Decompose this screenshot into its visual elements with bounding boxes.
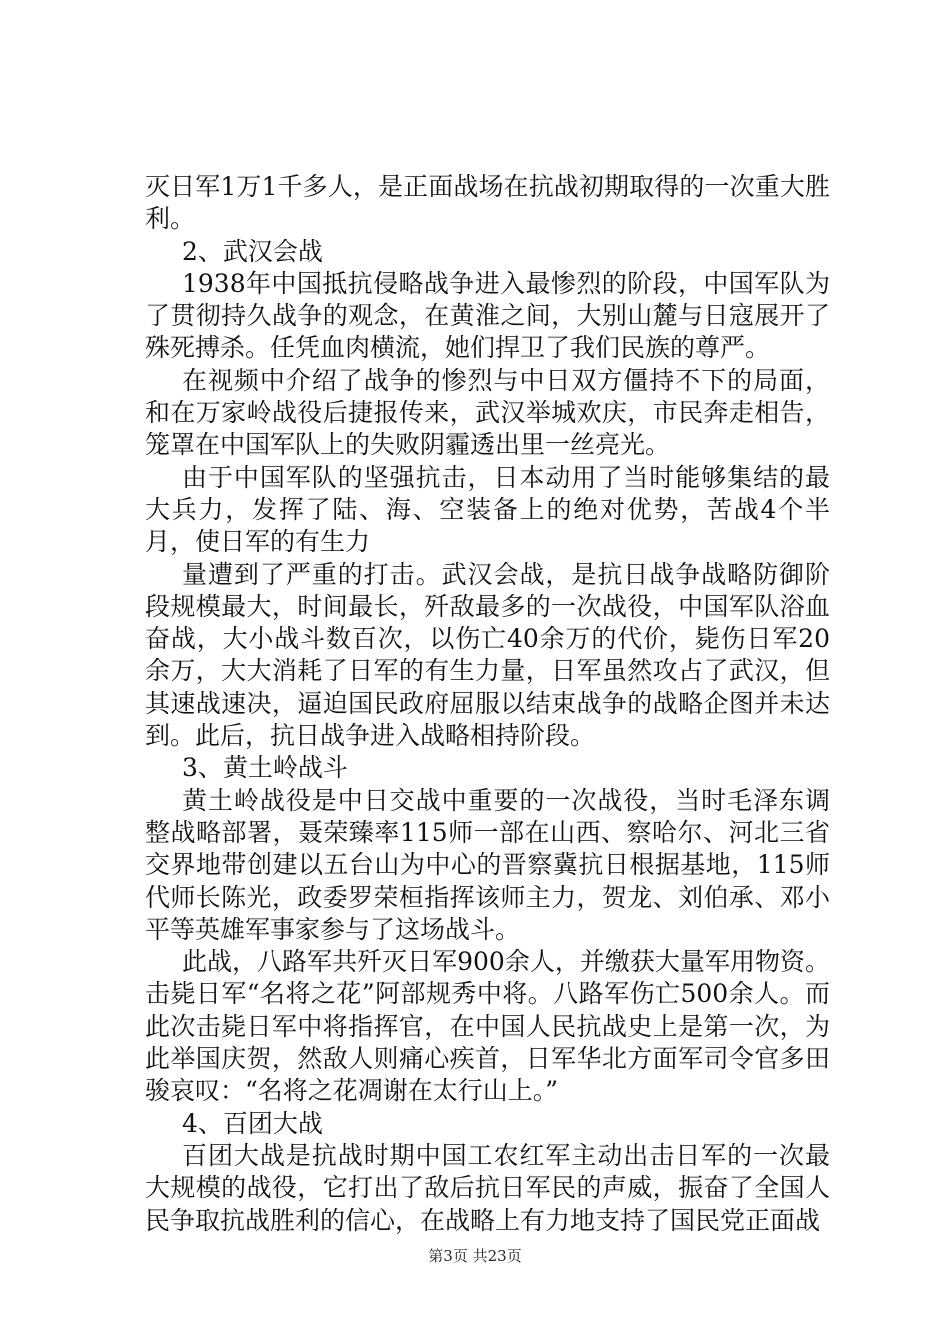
paragraph: 黄土岭战役是中日交战中重要的一次战役，当时毛泽东调整战略部署，聂荣臻率115师一部在山西、察哈尔、河北三省交界地带创建以五台山为中心的晋察冀抗日根据基地，115师代师长陈光，政委罗荣桓指挥该师主力，贺龙、刘伯承、邓小平等英雄军事家参与了这场战斗。 xyxy=(145,785,830,944)
document-body xyxy=(145,171,830,1237)
paragraph: 百团大战是抗战时期中国工农红军主动出击日军的一次最大规模的战役，它打出了敌后抗日军民的声威，振奋了全国人民争取抗战胜利的信心，在战略上有力地支持了国民党正面战 xyxy=(145,1140,830,1235)
paragraph: 量遭到了严重的打击。武汉会战，是抗日战争战略防御阶段规模最大，时间最长，歼敌最多的一次战役，中国军队浴血奋战，大小战斗数百次，以伤亡40余万的代价，毙伤日军20余万，大大消耗了日军的有生力量，日军虽然攻占了武汉，但其速战速决，逼迫国民政府屈服以结束战争的战略企图并未达到。此后，抗日战争进入战略相持阶段。 xyxy=(145,559,830,751)
page-number-label: 第3页 共23页 xyxy=(428,1247,522,1265)
paragraph: 在视频中介绍了战争的惨烈与中日双方僵持不下的局面，和在万家岭战役后捷报传来，武汉举城欢庆，市民奔走相告，笼罩在中国军队上的失败阴霾透出里一丝亮光。 xyxy=(145,365,830,460)
section-heading-wuhan: 2、武汉会战 xyxy=(182,236,323,266)
section-heading-baituan: 4、百团大战 xyxy=(182,1108,323,1138)
page-footer xyxy=(0,1245,950,1266)
paragraph: 由于中国军队的坚强抗击，日本动用了当时能够集结的最大兵力，发挥了陆、海、空装备上的绝对优势，苦战4个半月，使日军的有生力 xyxy=(145,462,830,557)
paragraph-continuation: 灭日军1万1千多人，是正面战场在抗战初期取得的一次重大胜利。 xyxy=(145,172,830,234)
paragraph: 1938年中国抵抗侵略战争进入最惨烈的阶段，中国军队为了贯彻持久战争的观念，在黄淮之间，大别山麓与日寇展开了殊死搏杀。任凭血肉横流，她们捍卫了我们民族的尊严。 xyxy=(145,268,830,363)
section-heading-huangtuling: 3、黄土岭战斗 xyxy=(182,753,348,783)
paragraph: 此战，八路军共歼灭日军900余人，并缴获大量军用物资。击毙日军“名将之花”阿部规秀中将。八路军伤亡500余人。而此次击毙日军中将指挥官，在中国人民抗战史上是第一次，为此举国庆贺，然敌人则痛心疾首，日军华北方面军司令官多田骏哀叹：“名将之花凋谢在太行山上。” xyxy=(145,947,830,1106)
